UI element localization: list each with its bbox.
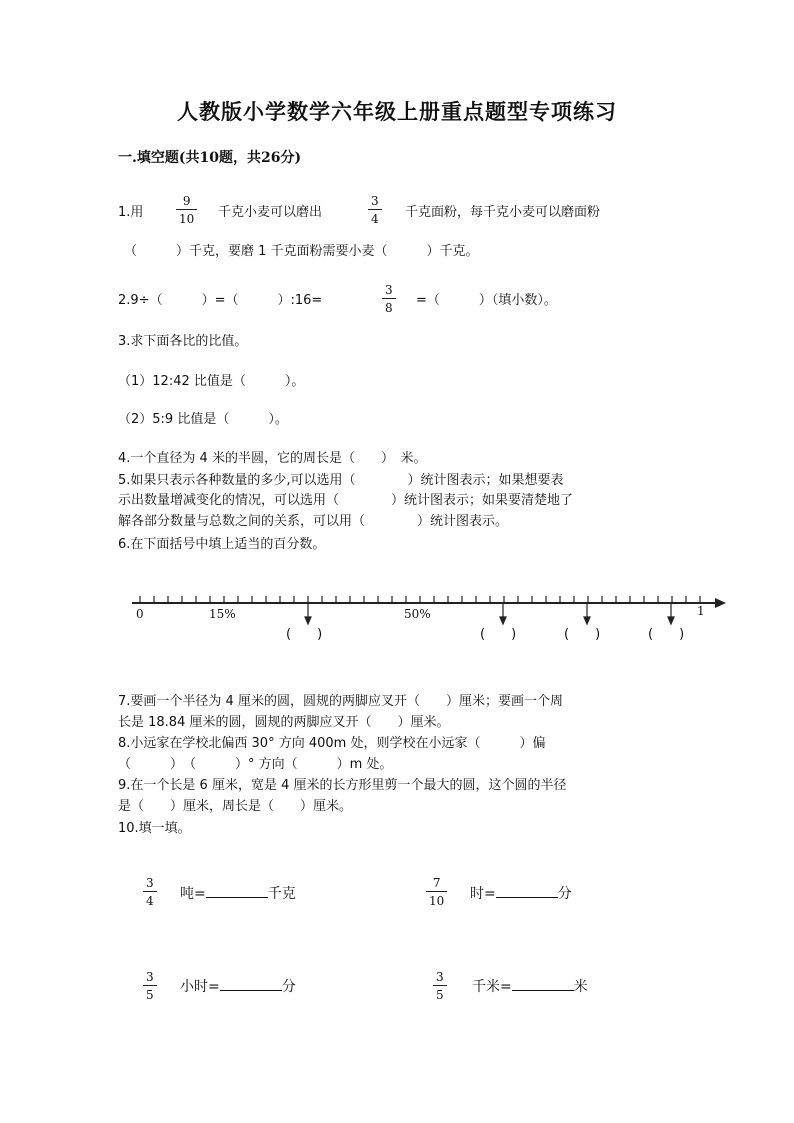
fraction-bar	[143, 891, 157, 892]
q1-text-b: 千克小麦可以磨出	[218, 205, 323, 220]
q10-item2-fraction	[426, 876, 447, 908]
answer-paren-1: ( )	[286, 627, 323, 642]
q9-line1: 9.在一个长是 6 厘米，宽是 4 厘米的长方形里剪一个最大的圆，这个圆的半径	[118, 778, 567, 793]
q1-frac2-denominator: 4	[371, 212, 379, 226]
unit-label: 分	[557, 886, 572, 902]
unit-label: 千米=	[472, 979, 512, 995]
number-line-label-15: 15%	[209, 607, 236, 621]
answer-paren-2: ( )	[480, 627, 517, 642]
answer-paren-3: ( )	[564, 627, 601, 642]
q3-line1: 3.求下面各比的比值。	[118, 334, 248, 349]
answer-blank[interactable]	[220, 978, 282, 991]
fraction-bar	[382, 298, 396, 299]
number-line-label-0: 0	[136, 607, 144, 621]
q9-line2: 是（ ）厘米，周长是（ ）厘米。	[118, 799, 353, 814]
section-heading: 一.填空题(共10题，共26分)	[118, 150, 302, 166]
q2-fraction	[382, 283, 396, 315]
unit-label: 米	[573, 979, 588, 995]
q2-text-b: =（ ）（填小数）。	[416, 293, 557, 308]
q1-frac2-numerator: 3	[371, 194, 379, 208]
q8-line2: （ ） （ ）° 方向（ ）m 处。	[118, 757, 393, 772]
numerator: 3	[146, 876, 154, 890]
q10-item4-fill	[472, 976, 588, 996]
q1-line2: （ ）千克，要磨 1 千克面粉需要小麦（ ）千克。	[124, 244, 479, 259]
number-line-label-50: 50%	[404, 607, 431, 621]
q5-line2: 示出数量增减变化的情况，可以选用（ ）统计图表示；如果要清楚地了	[118, 493, 574, 508]
q3-line2: （1）12:42 比值是（ ）。	[118, 374, 305, 389]
denominator: 4	[146, 894, 154, 908]
q2-frac-numerator: 3	[385, 283, 393, 297]
q10-label: 10.填一填。	[118, 821, 191, 836]
q7-line1: 7.要画一个半径为 4 厘米的圆，圆规的两脚应叉开（ ）厘米；要画一个周	[118, 694, 563, 709]
q1-prefix: 1.用	[118, 205, 144, 220]
answer-blank[interactable]	[512, 978, 574, 991]
unit-label: 小时=	[180, 979, 220, 995]
q10-item3-fraction	[143, 970, 157, 1002]
q8-line1: 8.小远家在学校北偏西 30° 方向 400m 处，则学校在小远家（ ）偏	[118, 736, 546, 751]
q2-text-a: 2.9÷（ ）=（ ）:16=	[118, 293, 323, 308]
answer-paren-4: ( )	[648, 627, 685, 642]
unit-label: 分	[281, 979, 296, 995]
q1-text-c: 千克面粉，每千克小麦可以磨面粉	[405, 205, 601, 220]
q10-item2-fill	[470, 883, 572, 903]
page-title: 人教版小学数学六年级上册重点题型专项练习	[177, 99, 617, 124]
number-line-label-1: 1	[697, 604, 705, 618]
fraction-bar	[433, 985, 447, 986]
down-arrow-icon-3	[584, 603, 590, 624]
q10-item1-fill	[180, 883, 296, 903]
q6-line: 6.在下面括号中填上适当的百分数。	[118, 537, 326, 552]
denominator: 5	[146, 988, 154, 1002]
q1-frac1-denominator: 10	[179, 212, 195, 226]
down-arrow-icon-4	[668, 603, 674, 624]
q7-line2: 长是 18.84 厘米的圆，圆规的两脚应叉开（ ）厘米。	[118, 715, 450, 730]
down-arrow-icon-1	[305, 603, 311, 624]
q5-line1: 5.如果只表示各种数量的多少,可以选用（ ）统计图表示；如果想要表	[118, 473, 564, 488]
answer-blank[interactable]	[206, 885, 268, 898]
q10-item1-fraction	[143, 876, 157, 908]
q5-line3: 解各部分数量与总数之间的关系，可以用（ ）统计图表示。	[118, 514, 509, 529]
q3-line3: （2）5:9 比值是（ ）。	[118, 412, 288, 427]
q2-frac-denominator: 8	[385, 301, 393, 315]
q10-item4-fraction	[433, 970, 447, 1002]
down-arrow-icon-2	[500, 603, 506, 624]
q1-fraction-1	[176, 194, 197, 226]
numerator: 7	[432, 876, 441, 890]
q1-fraction-2	[368, 194, 382, 226]
numerator: 3	[436, 970, 444, 984]
unit-label: 时=	[470, 886, 496, 902]
q4-line: 4.一个直径为 4 米的半圆，它的周长是（ ） 米。	[118, 451, 427, 466]
tick-marks	[140, 596, 700, 603]
q1-frac1-numerator: 9	[182, 194, 191, 208]
answer-blank[interactable]	[496, 885, 558, 898]
fraction-bar	[176, 209, 197, 210]
fraction-bar	[368, 209, 382, 210]
denominator: 5	[436, 988, 444, 1002]
fraction-bar	[426, 891, 447, 892]
numerator: 3	[146, 970, 154, 984]
denominator: 10	[429, 894, 445, 908]
fraction-bar	[143, 985, 157, 986]
unit-label: 吨=	[180, 886, 206, 902]
arrowhead-icon	[715, 598, 726, 608]
q10-item3-fill	[180, 976, 296, 996]
unit-label: 千克	[267, 886, 296, 902]
